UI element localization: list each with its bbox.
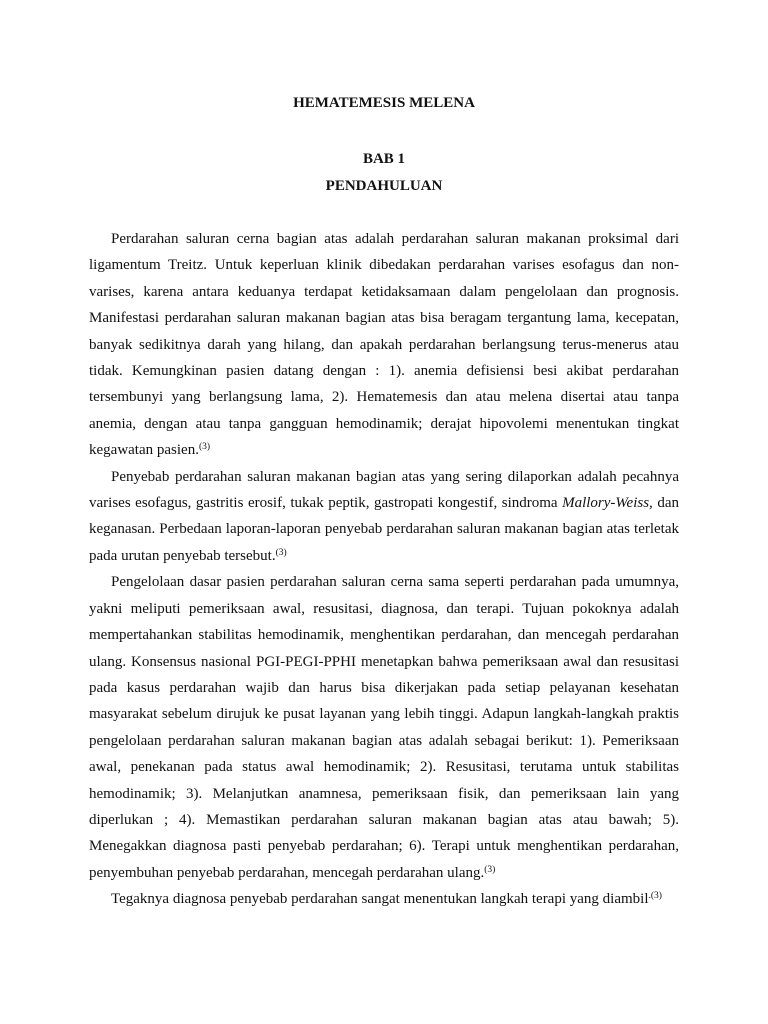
paragraph-2-text-after: dan keganasan. Perbedaan laporan-laporan penyebab perdarahan saluran makanan bagian atas terletak pada urutan penyebab tersebut.	[89, 495, 679, 564]
paragraph-3-text: Pengelolaan dasar pasien perdarahan saluran cerna sama seperti perdarahan pada umumnya, yakni meliputi pemeriksaan awal, resusitasi, diagnosa, dan terapi. Tujuan pokoknya adalah mempertahankan stabilitas hemodinamik, menghentikan perdarahan, dan mencegah perdarahan ulang. Konsensus nasional PGI-PEGI-PPHI menetapkan bahwa pemeriksaan awal dan resusitasi pada kasus perdarahan wajib dan harus bisa dikerjakan pada setiap pelayanan kesehatan masyarakat sebelum dirujuk ke pusat layanan yang lebih tinggi. Adapun langkah-langkah praktis pengelolaan perdarahan saluran makanan bagian atas adalah sebagai berikut: 1). Pemeriksaan awal, penekanan pada status awal hemodinamik; 2). Resusitasi, terutama untuk stabilitas hemodinamik; 3). Melanjutkan anamnesa, pemeriksaan fisik, dan pemeriksaan lain yang diperlukan ; 4). Memastikan perdarahan saluran makanan bagian atas atau bawah; 5). Menegakkan diagnosa pasti penyebab perdarahan; 6). Terapi untuk menghentikan perdarahan, penyembuhan penyebab perdarahan, mencegah perdarahan ulang.	[89, 574, 679, 881]
paragraph-3	[89, 569, 679, 886]
citation-marker: (3)	[484, 864, 496, 875]
paragraph-2	[89, 464, 679, 570]
citation-marker: (3)	[275, 547, 287, 558]
citation-marker: .(3)	[648, 891, 662, 902]
paragraph-4	[89, 886, 679, 912]
chapter-number: BAB 1	[362, 151, 406, 167]
citation-marker: (3)	[198, 442, 211, 453]
paragraph-4-text: Tegaknya diagnosa penyebab perdarahan sangat menentukan langkah terapi yang diambil	[111, 891, 649, 908]
body-text	[89, 226, 679, 913]
document-title: HEMATEMESIS MELENA	[293, 95, 475, 111]
paragraph-1-text: Perdarahan saluran cerna bagian atas adalah perdarahan saluran makanan proksimal dari ligamentum Treitz. Untuk keperluan klinik dibedakan perdarahan varises esofagus dan non-varises, karena antara keduanya terdapat ketidaksamaan dalam pengelolaan dan prognosis. Manifestasi perdarahan saluran makanan bagian atas bisa beragam tergantung lama, kecepatan, banyak sedikitnya darah yang hilang, dan apakah perdarahan berlangsung terus-menerus atau tidak. Kemungkinan pasien datang dengan : 1). anemia defisiensi besi akibat perdarahan tersembunyi yang berlangsung lama, 2). Hematemesis dan atau melena disertai atau tanpa anemia, dengan atau tanpa gangguan hemodinamik; derajat hipovolemi menentukan tingkat kegawatan pasien.	[89, 231, 679, 459]
paragraph-2-text-before: Penyebab perdarahan saluran makanan bagian atas yang sering dilaporkan adalah pecahnya varises esofagus, gastritis erosif, tukak peptik, gastropati kongestif, sindroma	[89, 468, 679, 512]
paragraph-1	[89, 226, 679, 464]
chapter-title: PENDAHULUAN	[325, 178, 443, 194]
paragraph-2-emphasis: Mallory-Weiss,	[562, 495, 653, 512]
